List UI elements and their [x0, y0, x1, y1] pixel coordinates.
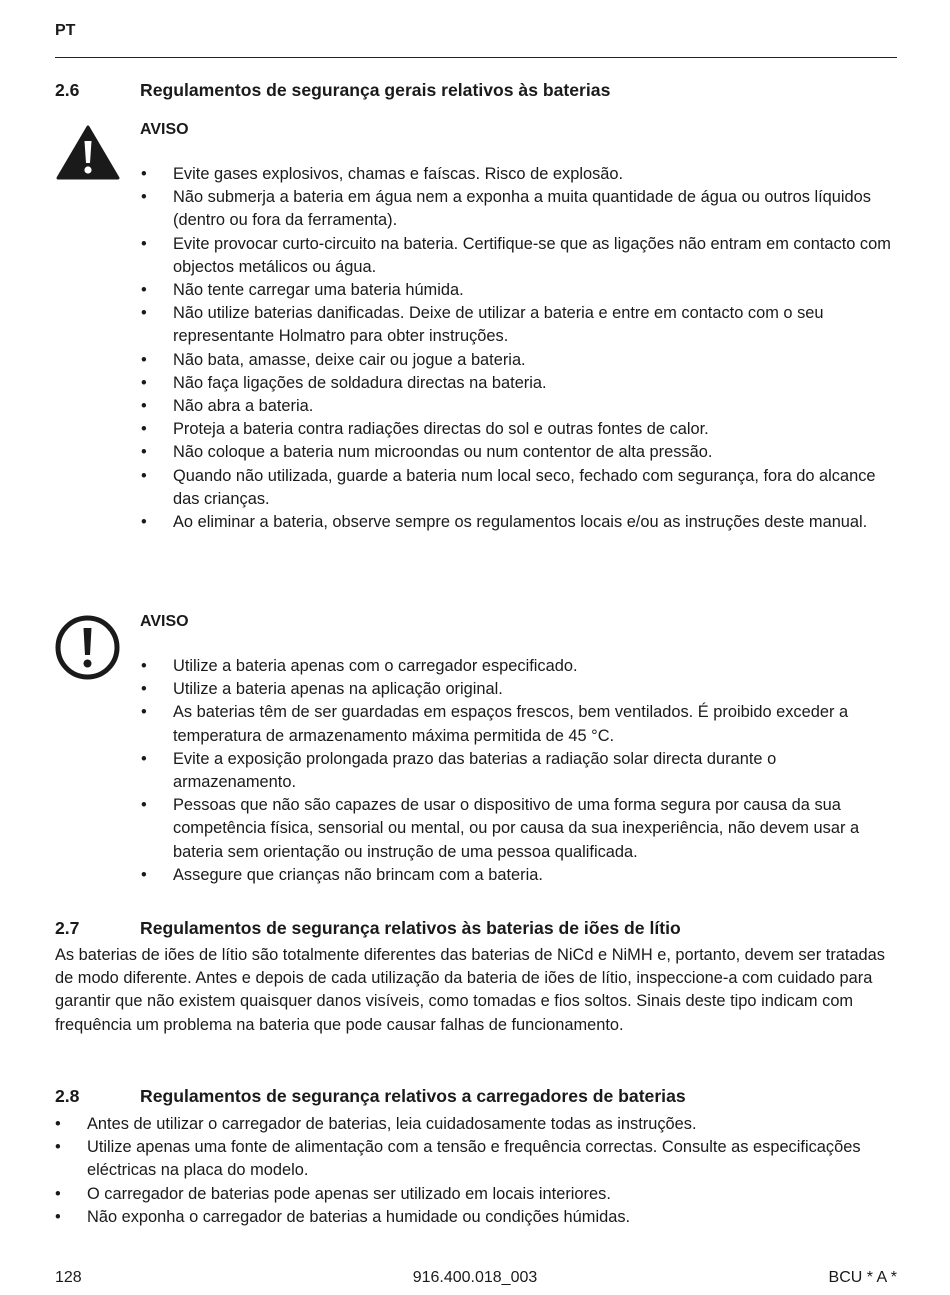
- list-item: [141, 233, 901, 279]
- list-item-text: Proteja a bateria contra radiações directas do sol e outras fontes de calor.: [173, 420, 709, 439]
- list-item-text: Utilize a bateria apenas na aplicação original.: [173, 680, 503, 699]
- list-item: [141, 511, 901, 534]
- list-item: [55, 1206, 901, 1229]
- list-item: [141, 349, 901, 372]
- list-item-text: Não submerja a bateria em água nem a exponha a muita quantidade de água ou outros líquidos (dentro ou fora da ferramenta).: [173, 188, 871, 230]
- list-item: [141, 701, 901, 747]
- list-item-text: Não exponha o carregador de baterias a humidade ou condições húmidas.: [87, 1207, 631, 1226]
- language-code: PT: [55, 22, 76, 39]
- list-item-text: Antes de utilizar o carregador de baterias, leia cuidadosamente todas as instruções.: [87, 1115, 697, 1133]
- bullet-marker: •: [55, 1138, 61, 1157]
- warning-triangle-icon: [56, 125, 120, 181]
- bullet-marker: •: [141, 165, 147, 183]
- section-title: Regulamentos de segurança relativos a carregadores de baterias: [140, 1086, 686, 1106]
- list-item-text: Não coloque a bateria num microondas ou num contentor de alta pressão.: [173, 443, 713, 462]
- bullet-marker: •: [55, 1184, 61, 1203]
- list-item-text: Não tente carregar uma bateria húmida.: [173, 281, 464, 300]
- charger-rules-list: [55, 1113, 901, 1229]
- section-number: 2.6: [55, 80, 80, 100]
- product-code: BCU * A *: [828, 1269, 897, 1286]
- bullet-marker: •: [141, 657, 147, 675]
- section-title: Regulamentos de segurança gerais relativos às baterias: [140, 80, 611, 100]
- list-item: [141, 395, 901, 418]
- warning-label: AVISO: [140, 121, 189, 138]
- list-item: [141, 794, 901, 864]
- list-item: [141, 302, 901, 348]
- section-number: 2.8: [55, 1086, 80, 1106]
- list-item: [141, 655, 901, 678]
- list-item-text: Evite provocar curto-circuito na bateria. Certifique-se que as ligações não entram em contacto com objectos metálicos ou água.: [173, 234, 891, 276]
- document-code: 916.400.018_003: [412, 1269, 538, 1286]
- list-item-text: Não abra a bateria.: [173, 397, 314, 416]
- list-item-text: Não utilize baterias danificadas. Deixe de utilizar a bateria e entre em contacto com o seu representante Holmatro para obter instruções.: [173, 304, 824, 346]
- bullet-marker: •: [141, 350, 147, 369]
- bullet-marker: •: [141, 420, 147, 439]
- list-item: [141, 186, 901, 232]
- bullet-marker: •: [141, 281, 147, 300]
- warning-list-storage: [141, 655, 901, 887]
- list-item: [141, 372, 901, 395]
- exclamation-circle-icon: [55, 615, 120, 680]
- list-item: [55, 1113, 901, 1136]
- list-item-text: Não bata, amasse, deixe cair ou jogue a bateria.: [173, 350, 526, 369]
- list-item: [141, 441, 901, 464]
- bullet-marker: •: [141, 466, 147, 485]
- list-item-text: Assegure que crianças não brincam com a bateria.: [173, 865, 543, 884]
- warning-label: AVISO: [140, 613, 189, 630]
- list-item: [141, 678, 901, 701]
- bullet-marker: •: [141, 703, 147, 722]
- list-item-text: O carregador de baterias pode apenas ser utilizado em locais interiores.: [87, 1184, 611, 1203]
- bullet-marker: •: [141, 513, 147, 532]
- header-divider: [55, 57, 897, 58]
- list-item-text: Pessoas que não são capazes de usar o dispositivo de uma forma segura por causa da sua competência física, sensorial ou mental, ou por causa da sua inexperiência, não devem usar a bateria sem orientação ou instrução de uma pessoa qualificada.: [173, 796, 860, 861]
- list-item-text: Utilize a bateria apenas com o carregador especificado.: [173, 657, 578, 675]
- bullet-marker: •: [141, 749, 147, 768]
- bullet-marker: •: [141, 304, 147, 323]
- list-item: [141, 279, 901, 302]
- list-item: [55, 1183, 901, 1206]
- section-title: Regulamentos de segurança relativos às baterias de iões de lítio: [140, 918, 681, 938]
- bullet-marker: •: [141, 796, 147, 815]
- list-item: [141, 418, 901, 441]
- bullet-marker: •: [141, 397, 147, 416]
- list-item: [141, 465, 901, 511]
- lithium-ion-paragraph: As baterias de iões de lítio são totalmente diferentes das baterias de NiCd e NiMH e, portanto, devem ser tratadas de modo diferente. Antes e depois de cada utilização da bateria de iões de lítio, inspeccione-a com cuidado para garantir que não existem quaisquer danos visíveis, como tomadas e fios soltos. Sinais deste tipo indicam com frequência um problema na bateria que pode causar falhas de funcionamento.: [55, 946, 885, 1034]
- list-item: [141, 864, 901, 887]
- list-item-text: As baterias têm de ser guardadas em espaços frescos, bem ventilados. É proibido exceder a temperatura de armazenamento máxima permitida de 45 °C.: [173, 703, 849, 745]
- page-number: 128: [55, 1269, 82, 1286]
- list-item: [55, 1136, 901, 1182]
- list-item-text: Utilize apenas uma fonte de alimentação com a tensão e frequência correctas. Consulte as especificações eléctricas na placa do modelo.: [87, 1138, 861, 1180]
- bullet-marker: •: [141, 188, 147, 207]
- list-item-text: Evite gases explosivos, chamas e faíscas. Risco de explosão.: [173, 165, 624, 183]
- warning-list-general: [141, 163, 901, 534]
- section-number: 2.7: [55, 918, 80, 938]
- bullet-marker: •: [55, 1207, 61, 1226]
- bullet-marker: •: [141, 680, 147, 699]
- list-item-text: Não faça ligações de soldadura directas na bateria.: [173, 373, 547, 392]
- bullet-marker: •: [141, 443, 147, 462]
- bullet-marker: •: [141, 234, 147, 253]
- list-item-text: Quando não utilizada, guarde a bateria num local seco, fechado com segurança, fora do alcance das crianças.: [173, 466, 876, 508]
- bullet-marker: •: [141, 373, 147, 392]
- list-item-text: Evite a exposição prolongada prazo das baterias a radiação solar directa durante o armazenamento.: [173, 749, 777, 792]
- bullet-marker: •: [55, 1115, 61, 1133]
- list-item: [141, 748, 901, 794]
- list-item-text: Ao eliminar a bateria, observe sempre os regulamentos locais e/ou as instruções deste manual.: [173, 513, 868, 532]
- bullet-marker: •: [141, 865, 147, 884]
- list-item: [141, 163, 901, 186]
